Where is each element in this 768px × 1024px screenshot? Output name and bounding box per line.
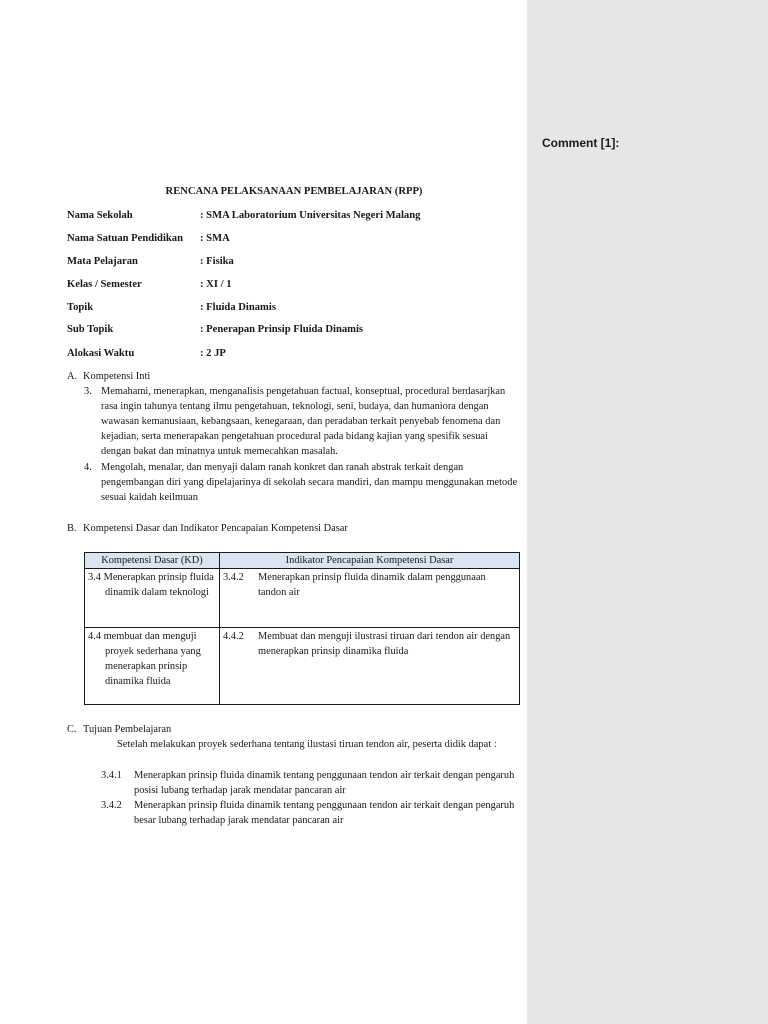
tujuan-intro: Setelah melakukan proyek sederhana tentang ilustasi tiruan tendon air, peserta didik dapat : xyxy=(117,739,497,750)
kd-text: 3.4 Menerapkan prinsip fluida dinamik dalam teknologi xyxy=(88,572,214,598)
indikator xyxy=(223,629,516,659)
identity-value: : SMA Laboratorium Universitas Negeri Malang xyxy=(200,210,421,221)
tujuan-text: Menerapkan prinsip fluida dinamik tentang penggunaan tendon air terkait dengan pengaruh besar lubang terhadap jarak mendatar pancaran air xyxy=(134,800,515,826)
indikator-text: Menerapkan prinsip fluida dinamik dalam penggunaan tandon air xyxy=(258,572,486,598)
kompetensi-inti-item xyxy=(84,384,520,459)
table-header-row xyxy=(85,553,520,569)
kd-text: 4.4 membuat dan menguji proyek sederhana yang menerapkan prinsip dinamika fluida xyxy=(88,631,201,687)
indikator-code: 4.4.2 xyxy=(223,631,244,642)
item-number: 4. xyxy=(84,462,92,473)
section-letter: B. xyxy=(67,523,77,534)
tujuan-code: 3.4.2 xyxy=(101,800,122,811)
identity-label: Nama Satuan Pendidikan xyxy=(67,233,183,244)
section-letter: A. xyxy=(67,371,78,382)
table-cell-indikator xyxy=(220,569,520,628)
table-row xyxy=(85,569,520,628)
identity-label: Nama Sekolah xyxy=(67,210,133,221)
identity-label: Alokasi Waktu xyxy=(67,348,135,359)
comment-pane xyxy=(527,0,768,1024)
item-text: Memahami, menerapkan, menganalisis pengetahuan factual, konseptual, procedural berdasarjkan rasa ingin tahunya tentang ilmu pengetahuan, teknologi, seni, budaya, dan humaniora dengan wawasan kemanusiaan, kebangsaan, kenegaraan, dan peradaban terkait penyebab fenomena dan kejadian, serta menerapakan pengetahuan procedural pada bidang kajian yang spesifik sesuai dengan bakat dan minatnya untuk memecahkan masalah. xyxy=(101,386,506,457)
section-title: Kompetensi Dasar dan Indikator Pencapaian Kompetensi Dasar xyxy=(83,523,348,534)
section-title: Kompetensi Inti xyxy=(83,371,151,382)
table-cell-indikator xyxy=(220,628,520,705)
tujuan-item xyxy=(101,768,521,798)
table-row xyxy=(85,628,520,705)
identity-label: Sub Topik xyxy=(67,324,114,335)
table-cell-kd xyxy=(85,628,220,705)
section-letter: C. xyxy=(67,724,77,735)
table-header-indikator: Indikator Pencapaian Kompetensi Dasar xyxy=(220,553,520,569)
item-number: 3. xyxy=(84,386,92,397)
identity-value: : Penerapan Prinsip Fluida Dinamis xyxy=(200,324,364,335)
indikator-text: Membuat dan menguji ilustrasi tiruan dari tendon air dengan menerapkan prinsip dinamika fluida xyxy=(258,631,511,657)
item-text: Mengolah, menalar, dan menyaji dalam ranah konkret dan ranah abstrak terkait dengan pengembangan diri yang dipelajarinya di sekolah secara mandiri, dan mampu menggunakan metode sesuai kaidah keilmuan xyxy=(101,462,518,503)
tujuan-item xyxy=(101,798,521,828)
tujuan-text: Menerapkan prinsip fluida dinamik tentang penggunaan tendon air terkait dengan pengaruh posisi lubang terhadap jarak mendatar pancaran air xyxy=(134,770,515,796)
identity-value: : Fisika xyxy=(200,256,234,267)
kompetensi-table xyxy=(84,552,520,705)
identity-value: : XI / 1 xyxy=(200,279,232,290)
section-title: Tujuan Pembelajaran xyxy=(83,724,172,735)
identity-label: Mata Pelajaran xyxy=(67,256,138,267)
indikator xyxy=(223,570,516,600)
table-cell-kd xyxy=(85,569,220,628)
indikator-code: 3.4.2 xyxy=(223,572,244,583)
tujuan-code: 3.4.1 xyxy=(101,770,122,781)
comment-header[interactable]: Comment [1]: xyxy=(542,136,620,150)
identity-value: : SMA xyxy=(200,233,230,244)
document-title: RENCANA PELAKSANAAN PEMBELAJARAN (RPP) xyxy=(165,186,423,197)
kompetensi-inti-item xyxy=(84,460,520,505)
identity-value: : 2 JP xyxy=(200,348,226,359)
identity-label: Topik xyxy=(67,302,94,313)
identity-value: : Fluida Dinamis xyxy=(200,302,276,313)
table-header-kd: Kompetensi Dasar (KD) xyxy=(85,553,220,569)
identity-label: Kelas / Semester xyxy=(67,279,142,290)
